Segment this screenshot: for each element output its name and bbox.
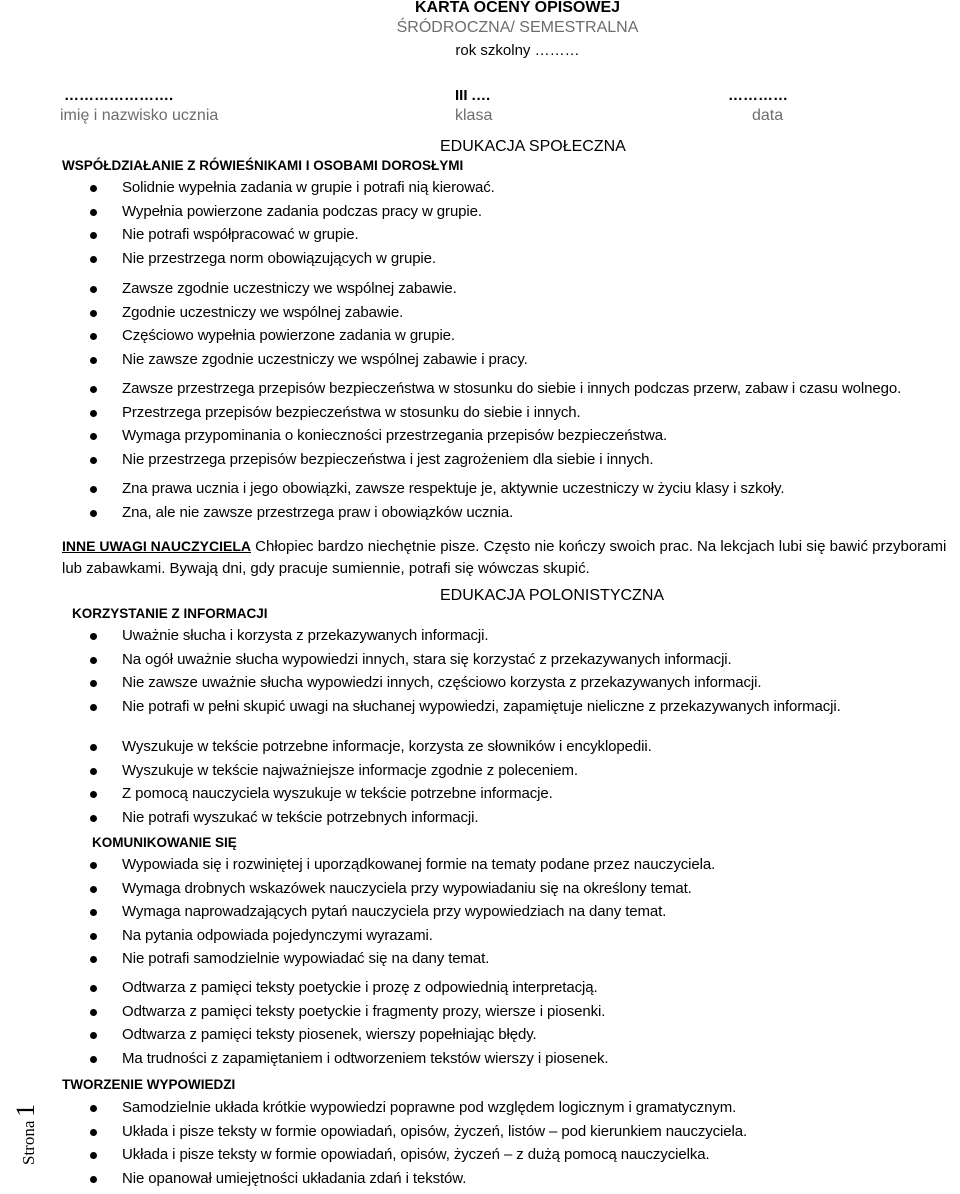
bullet-icon xyxy=(90,1129,97,1136)
list-item: Zna prawa ucznia i jego obowiązki, zawsze respektuje je, aktywnie uczestniczy w życiu klasy i szkoły. xyxy=(0,481,960,505)
list-item: Układa i pisze teksty w formie opowiadań, opisów, życzeń – z dużą pomocą nauczycielka. xyxy=(0,1147,960,1171)
list-item: Ma trudności z zapamiętaniem i odtworzeniem tekstów wierszy i piosenek. xyxy=(0,1051,960,1075)
teacher-notes-label: INNE UWAGI NAUCZYCIELA xyxy=(62,538,251,554)
social-education-title: EDUKACJA SPOŁECZNA xyxy=(440,139,626,155)
writing-group xyxy=(0,1100,960,1194)
student-name-label: imię i nazwisko ucznia xyxy=(60,108,218,124)
document-title: KARTA OCENY OPISOWEJ xyxy=(0,0,960,16)
polish-education-title: EDUKACJA POLONISTYCZNA xyxy=(440,588,664,604)
bullet-icon xyxy=(90,232,97,239)
list-item: Na ogół uważnie słucha wypowiedzi innych, stara się korzystać z przekazywanych informacji. xyxy=(0,652,960,676)
bullet-icon xyxy=(90,1056,97,1063)
comm-group-1 xyxy=(0,857,960,975)
list-item: Z pomocą nauczyciela wyszukuje w tekście potrzebne informacje. xyxy=(0,786,960,810)
list-item: Nie potrafi w pełni skupić uwagi na słuchanej wypowiedzi, zapamiętuje nieliczne z przekazywanych informacji. xyxy=(0,699,960,723)
teacher-notes-line: Chłopiec bardzo niechętnie pisze. Często nie kończy swoich prac. Na lekcjach lubi się bawić przyborami xyxy=(251,538,946,555)
comm-group-2 xyxy=(0,980,960,1074)
list-item: Wymaga drobnych wskazówek nauczyciela przy wypowiadaniu się na określony temat. xyxy=(0,881,960,905)
list-item: Na pytania odpowiada pojedynczymi wyrazami. xyxy=(0,928,960,952)
bullet-icon xyxy=(90,333,97,340)
list-item: Wymaga naprowadzających pytań nauczyciela przy wypowiedziach na dany temat. xyxy=(0,904,960,928)
social-group-1 xyxy=(0,180,960,274)
document-subtitle: ŚRÓDROCZNA/ SEMESTRALNA xyxy=(0,20,960,36)
teacher-notes xyxy=(62,535,960,580)
bullet-icon xyxy=(90,510,97,517)
bullet-icon xyxy=(90,433,97,440)
bullet-icon xyxy=(90,457,97,464)
bullet-icon xyxy=(90,657,97,664)
social-cooperation-heading: WSPÓŁDZIAŁANIE Z RÓWIEŚNIKAMI I OSOBAMI DOROSŁYMI xyxy=(62,159,463,173)
list-item: Solidnie wypełnia zadania w grupie i potrafi nią kierować. xyxy=(0,180,960,204)
list-item: Nie przestrzega przepisów bezpieczeństwa i jest zagrożeniem dla siebie i innych. xyxy=(0,452,960,476)
bullet-icon xyxy=(90,985,97,992)
list-item: Nie zawsze zgodnie uczestniczy we wspólnej zabawie i pracy. xyxy=(0,352,960,376)
list-item: Wymaga przypominania o konieczności przestrzegania przepisów bezpieczeństwa. xyxy=(0,428,960,452)
list-item: Odtwarza z pamięci teksty poetyckie i prozę z odpowiednią interpretacją. xyxy=(0,980,960,1004)
class-label: klasa xyxy=(455,108,492,124)
list-item: Wypełnia powierzone zadania podczas pracy w grupie. xyxy=(0,204,960,228)
bullet-icon xyxy=(90,680,97,687)
bullet-icon xyxy=(90,909,97,916)
bullet-icon xyxy=(90,886,97,893)
list-item: Zawsze przestrzega przepisów bezpieczeństwa w stosunku do siebie i innych podczas przerw, zabaw i czasu wolnego. xyxy=(0,381,960,405)
information-heading: KORZYSTANIE Z INFORMACJI xyxy=(72,607,268,621)
page-number-label xyxy=(13,1065,43,1165)
list-item: Przestrzega przepisów bezpieczeństwa w stosunku do siebie i innych. xyxy=(0,405,960,429)
bullet-icon xyxy=(90,1105,97,1112)
list-item: Uważnie słucha i korzysta z przekazywanych informacji. xyxy=(0,628,960,652)
list-item: Zna, ale nie zawsze przestrzega praw i obowiązków ucznia. xyxy=(0,505,960,529)
bullet-icon xyxy=(90,185,97,192)
bullet-icon xyxy=(90,286,97,293)
bullet-icon xyxy=(90,486,97,493)
list-item: Zawsze zgodnie uczestniczy we wspólnej zabawie. xyxy=(0,281,960,305)
info-group-2 xyxy=(0,739,960,833)
bullet-icon xyxy=(90,1152,97,1159)
bullet-icon xyxy=(90,1032,97,1039)
social-group-3 xyxy=(0,381,960,475)
bullet-icon xyxy=(90,1009,97,1016)
writing-heading: TWORZENIE WYPOWIEDZI xyxy=(62,1078,235,1092)
social-group-2 xyxy=(0,281,960,375)
list-item: Nie przestrzega norm obowiązujących w grupie. xyxy=(0,251,960,275)
list-item: Odtwarza z pamięci teksty poetyckie i fragmenty prozy, wiersze i piosenki. xyxy=(0,1004,960,1028)
bullet-icon xyxy=(90,357,97,364)
info-group-1 xyxy=(0,628,960,722)
bullet-icon xyxy=(90,815,97,822)
list-item: Nie opanował umiejętności układania zdań i tekstów. xyxy=(0,1171,960,1194)
bullet-icon xyxy=(90,704,97,711)
list-item: Nie zawsze uważnie słucha wypowiedzi innych, częściowo korzysta z przekazywanych informacji. xyxy=(0,675,960,699)
bullet-icon xyxy=(90,744,97,751)
social-group-4 xyxy=(0,481,960,528)
student-name-value: …………………. xyxy=(64,88,173,103)
list-item: Wyszukuje w tekście najważniejsze informacje zgodnie z poleceniem. xyxy=(0,763,960,787)
school-year: rok szkolny ……… xyxy=(0,43,960,58)
list-item: Nie potrafi wyszukać w tekście potrzebnych informacji. xyxy=(0,810,960,834)
bullet-icon xyxy=(90,310,97,317)
list-item: Nie potrafi samodzielnie wypowiadać się na dany temat. xyxy=(0,951,960,975)
bullet-icon xyxy=(90,633,97,640)
bullet-icon xyxy=(90,956,97,963)
list-item: Samodzielnie układa krótkie wypowiedzi poprawne pod względem logicznym i gramatycznym. xyxy=(0,1100,960,1124)
teacher-notes-line: lub zabawkami. Bywają dni, gdy pracuje sumiennie, potrafi się wówczas skupić. xyxy=(62,558,960,580)
bullet-icon xyxy=(90,410,97,417)
page-number: 1 xyxy=(11,1104,40,1117)
bullet-icon xyxy=(90,1176,97,1183)
list-item: Układa i pisze teksty w formie opowiadań, opisów, życzeń, listów – pod kierunkiem nauczyciela. xyxy=(0,1124,960,1148)
bullet-icon xyxy=(90,386,97,393)
bullet-icon xyxy=(90,791,97,798)
page-word: Strona xyxy=(19,1121,38,1165)
communication-heading: KOMUNIKOWANIE SIĘ xyxy=(92,836,237,850)
date-label: data xyxy=(752,108,783,124)
bullet-icon xyxy=(90,862,97,869)
bullet-icon xyxy=(90,209,97,216)
list-item: Odtwarza z pamięci teksty piosenek, wierszy popełniając błędy. xyxy=(0,1027,960,1051)
bullet-icon xyxy=(90,933,97,940)
bullet-icon xyxy=(90,256,97,263)
list-item: Nie potrafi współpracować w grupie. xyxy=(0,227,960,251)
list-item: Wypowiada się i rozwiniętej i uporządkowanej formie na tematy podane przez nauczyciela. xyxy=(0,857,960,881)
class-value: III .… xyxy=(455,88,491,103)
list-item: Częściowo wypełnia powierzone zadania w grupie. xyxy=(0,328,960,352)
list-item: Wyszukuje w tekście potrzebne informacje, korzysta ze słowników i encyklopedii. xyxy=(0,739,960,763)
list-item: Zgodnie uczestniczy we wspólnej zabawie. xyxy=(0,305,960,329)
date-value: ………… xyxy=(728,88,788,103)
bullet-icon xyxy=(90,768,97,775)
